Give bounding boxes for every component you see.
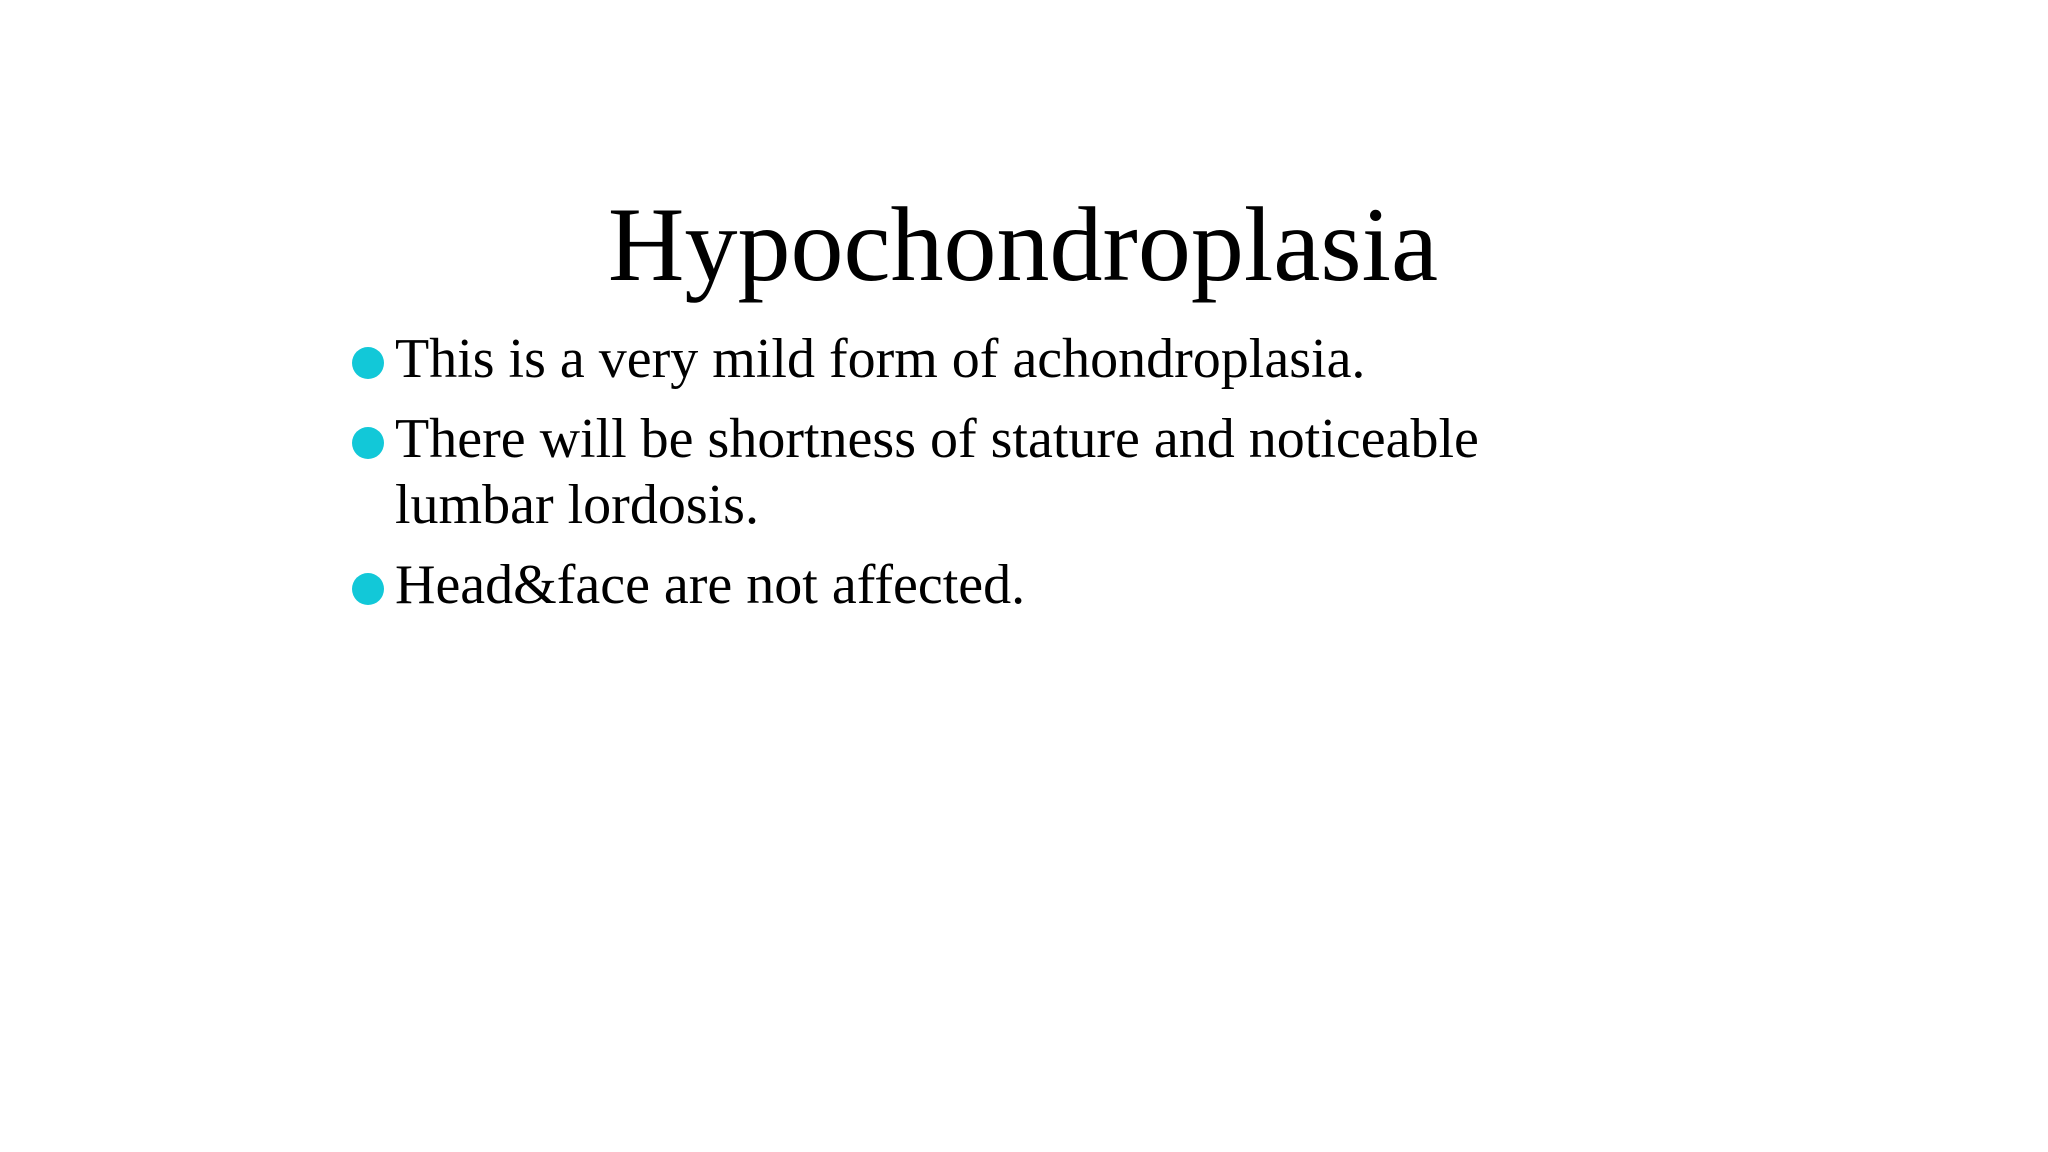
bullet-text: Head&face are not affected. [395,554,1026,616]
bullet-item [352,326,1552,392]
bullet-dot-icon [352,427,384,459]
bullet-list [352,326,1552,632]
bullet-text: There will be shortness of stature and noticeable lumbar lordosis. [395,408,1479,536]
bullet-dot-icon [352,347,384,379]
slide-title-text: Hypochondroplasia [607,186,1439,303]
bullet-text: This is a very mild form of achondroplasia. [395,328,1366,390]
slide-title [0,180,2048,310]
bullet-item [352,406,1552,538]
bullet-dot-icon [352,573,384,605]
bullet-item [352,552,1552,618]
